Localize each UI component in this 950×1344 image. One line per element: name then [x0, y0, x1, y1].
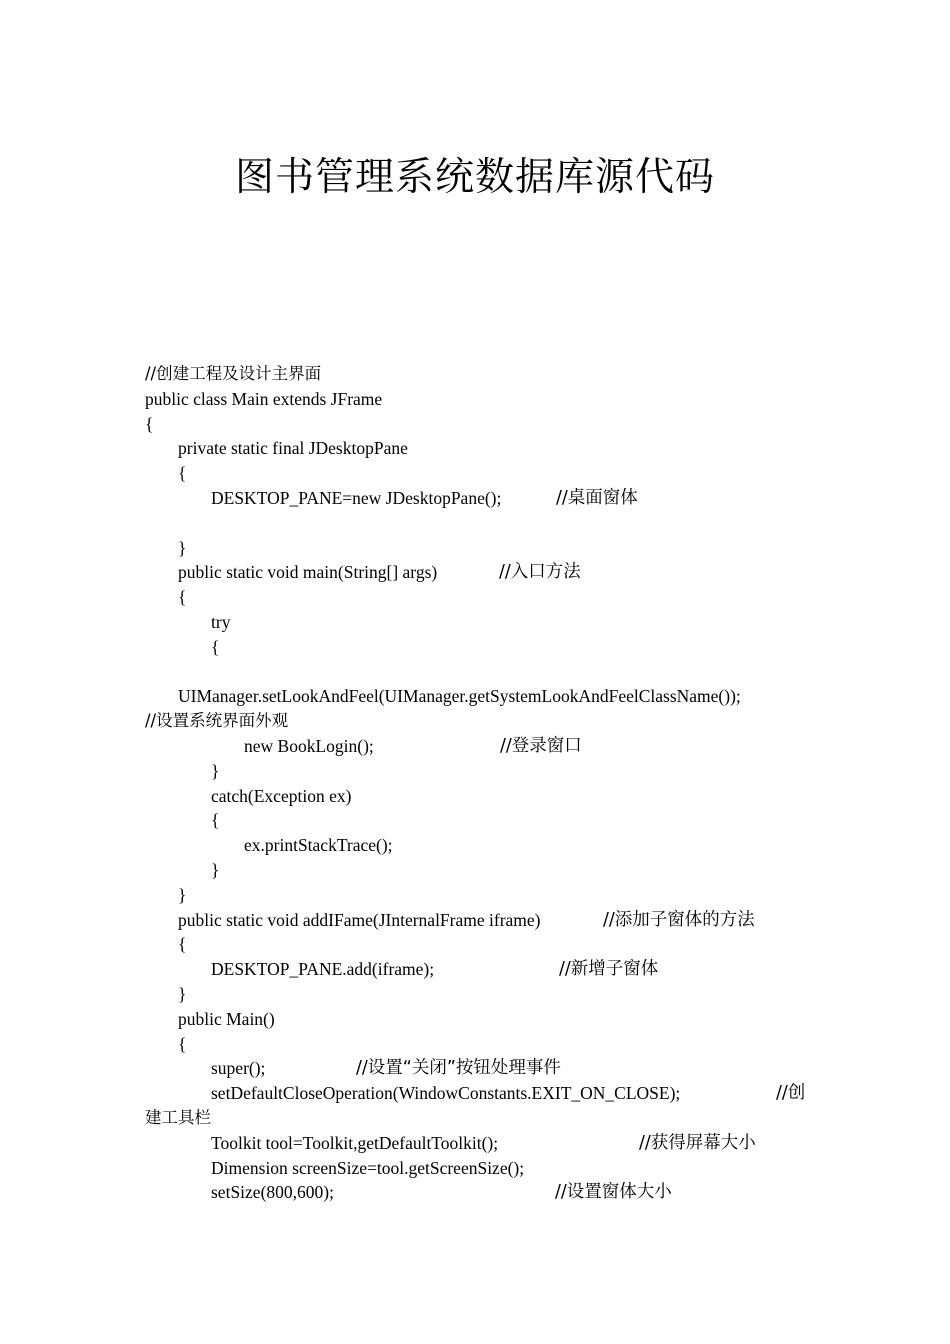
code-text: Dimension screenSize=tool.getScreenSize();	[211, 1157, 525, 1178]
code-text: UIManager.setLookAndFeel(UIManager.getSystemLookAndFeelClassName());	[178, 686, 741, 707]
code-line	[0, 660, 950, 685]
code-text: }	[178, 537, 187, 558]
code-line	[0, 759, 950, 784]
code-text: {	[178, 934, 187, 955]
code-line	[0, 412, 950, 437]
code-text: DESKTOP_PANE.add(iframe);	[211, 959, 435, 980]
code-line	[0, 486, 950, 511]
code-line	[0, 982, 950, 1007]
code-line	[0, 734, 950, 759]
code-line	[0, 932, 950, 957]
code-line	[0, 585, 950, 610]
code-line	[0, 1131, 950, 1156]
inline-comment: //设置窗体大小	[555, 1182, 672, 1203]
inline-comment: //桌面窗体	[556, 487, 638, 508]
code-line	[0, 536, 950, 561]
code-text: public class Main extends JFrame	[145, 388, 383, 409]
code-line	[0, 610, 950, 635]
inline-comment: //新增子窗体	[559, 959, 659, 980]
code-text: Toolkit tool=Toolkit,getDefaultToolkit();	[211, 1132, 499, 1153]
inline-comment: //登录窗口	[500, 735, 582, 756]
code-line	[0, 1032, 950, 1057]
code-text: {	[178, 587, 187, 608]
code-line	[0, 858, 950, 883]
code-text: {	[178, 1033, 187, 1054]
code-text: DESKTOP_PANE=new JDesktopPane();	[211, 487, 502, 508]
code-line	[0, 1156, 950, 1181]
code-text: catch(Exception ex)	[211, 785, 352, 806]
code-text: try	[211, 611, 231, 632]
inline-comment: //获得屏幕大小	[639, 1132, 756, 1153]
code-text: ex.printStackTrace();	[244, 835, 393, 856]
code-line	[0, 461, 950, 486]
code-line	[0, 883, 950, 908]
code-text: super();	[211, 1058, 266, 1079]
inline-comment: //入口方法	[499, 562, 581, 583]
code-text: setDefaultCloseOperation(WindowConstants.EXIT_ON_CLOSE);	[211, 1083, 681, 1104]
code-line	[0, 635, 950, 660]
code-line	[0, 957, 950, 982]
code-line	[0, 833, 950, 858]
document-title: 图书管理系统数据库源代码	[234, 155, 715, 200]
code-line	[0, 1180, 950, 1205]
code-text: {	[178, 463, 187, 484]
code-text: }	[211, 760, 220, 781]
code-line	[0, 511, 950, 536]
code-text: {	[145, 413, 154, 434]
code-text: {	[211, 810, 220, 831]
code-text: }	[178, 884, 187, 905]
code-line	[0, 362, 950, 387]
code-text: public Main()	[178, 1008, 275, 1029]
code-text: setSize(800,600);	[211, 1182, 334, 1203]
inline-comment: //设置“关闭”按钮处理事件	[356, 1058, 561, 1079]
comment-text: //创建工程及设计主界面	[145, 364, 322, 383]
code-line	[0, 1007, 950, 1032]
code-line	[0, 908, 950, 933]
code-line	[0, 387, 950, 412]
code-line	[0, 1081, 950, 1106]
code-line	[0, 784, 950, 809]
code-line	[0, 709, 950, 734]
code-line	[0, 560, 950, 585]
code-text: }	[178, 983, 187, 1004]
code-line	[0, 436, 950, 461]
code-text: public static void addIFame(JInternalFrame iframe)	[178, 909, 541, 930]
code-text: new BookLogin();	[244, 735, 374, 756]
comment-text: //设置系统界面外观	[145, 711, 289, 731]
code-line	[0, 1056, 950, 1081]
code-line	[0, 684, 950, 709]
code-line	[0, 808, 950, 833]
code-text: {	[211, 636, 220, 657]
code-text: public static void main(String[] args)	[178, 562, 438, 583]
inline-comment: //创	[776, 1083, 806, 1104]
code-listing	[0, 362, 950, 1205]
code-line	[0, 1106, 950, 1131]
code-text: private static final JDesktopPane	[178, 438, 408, 459]
comment-text: 建工具栏	[145, 1107, 211, 1127]
code-text: }	[211, 859, 220, 880]
inline-comment: //添加子窗体的方法	[603, 909, 755, 930]
